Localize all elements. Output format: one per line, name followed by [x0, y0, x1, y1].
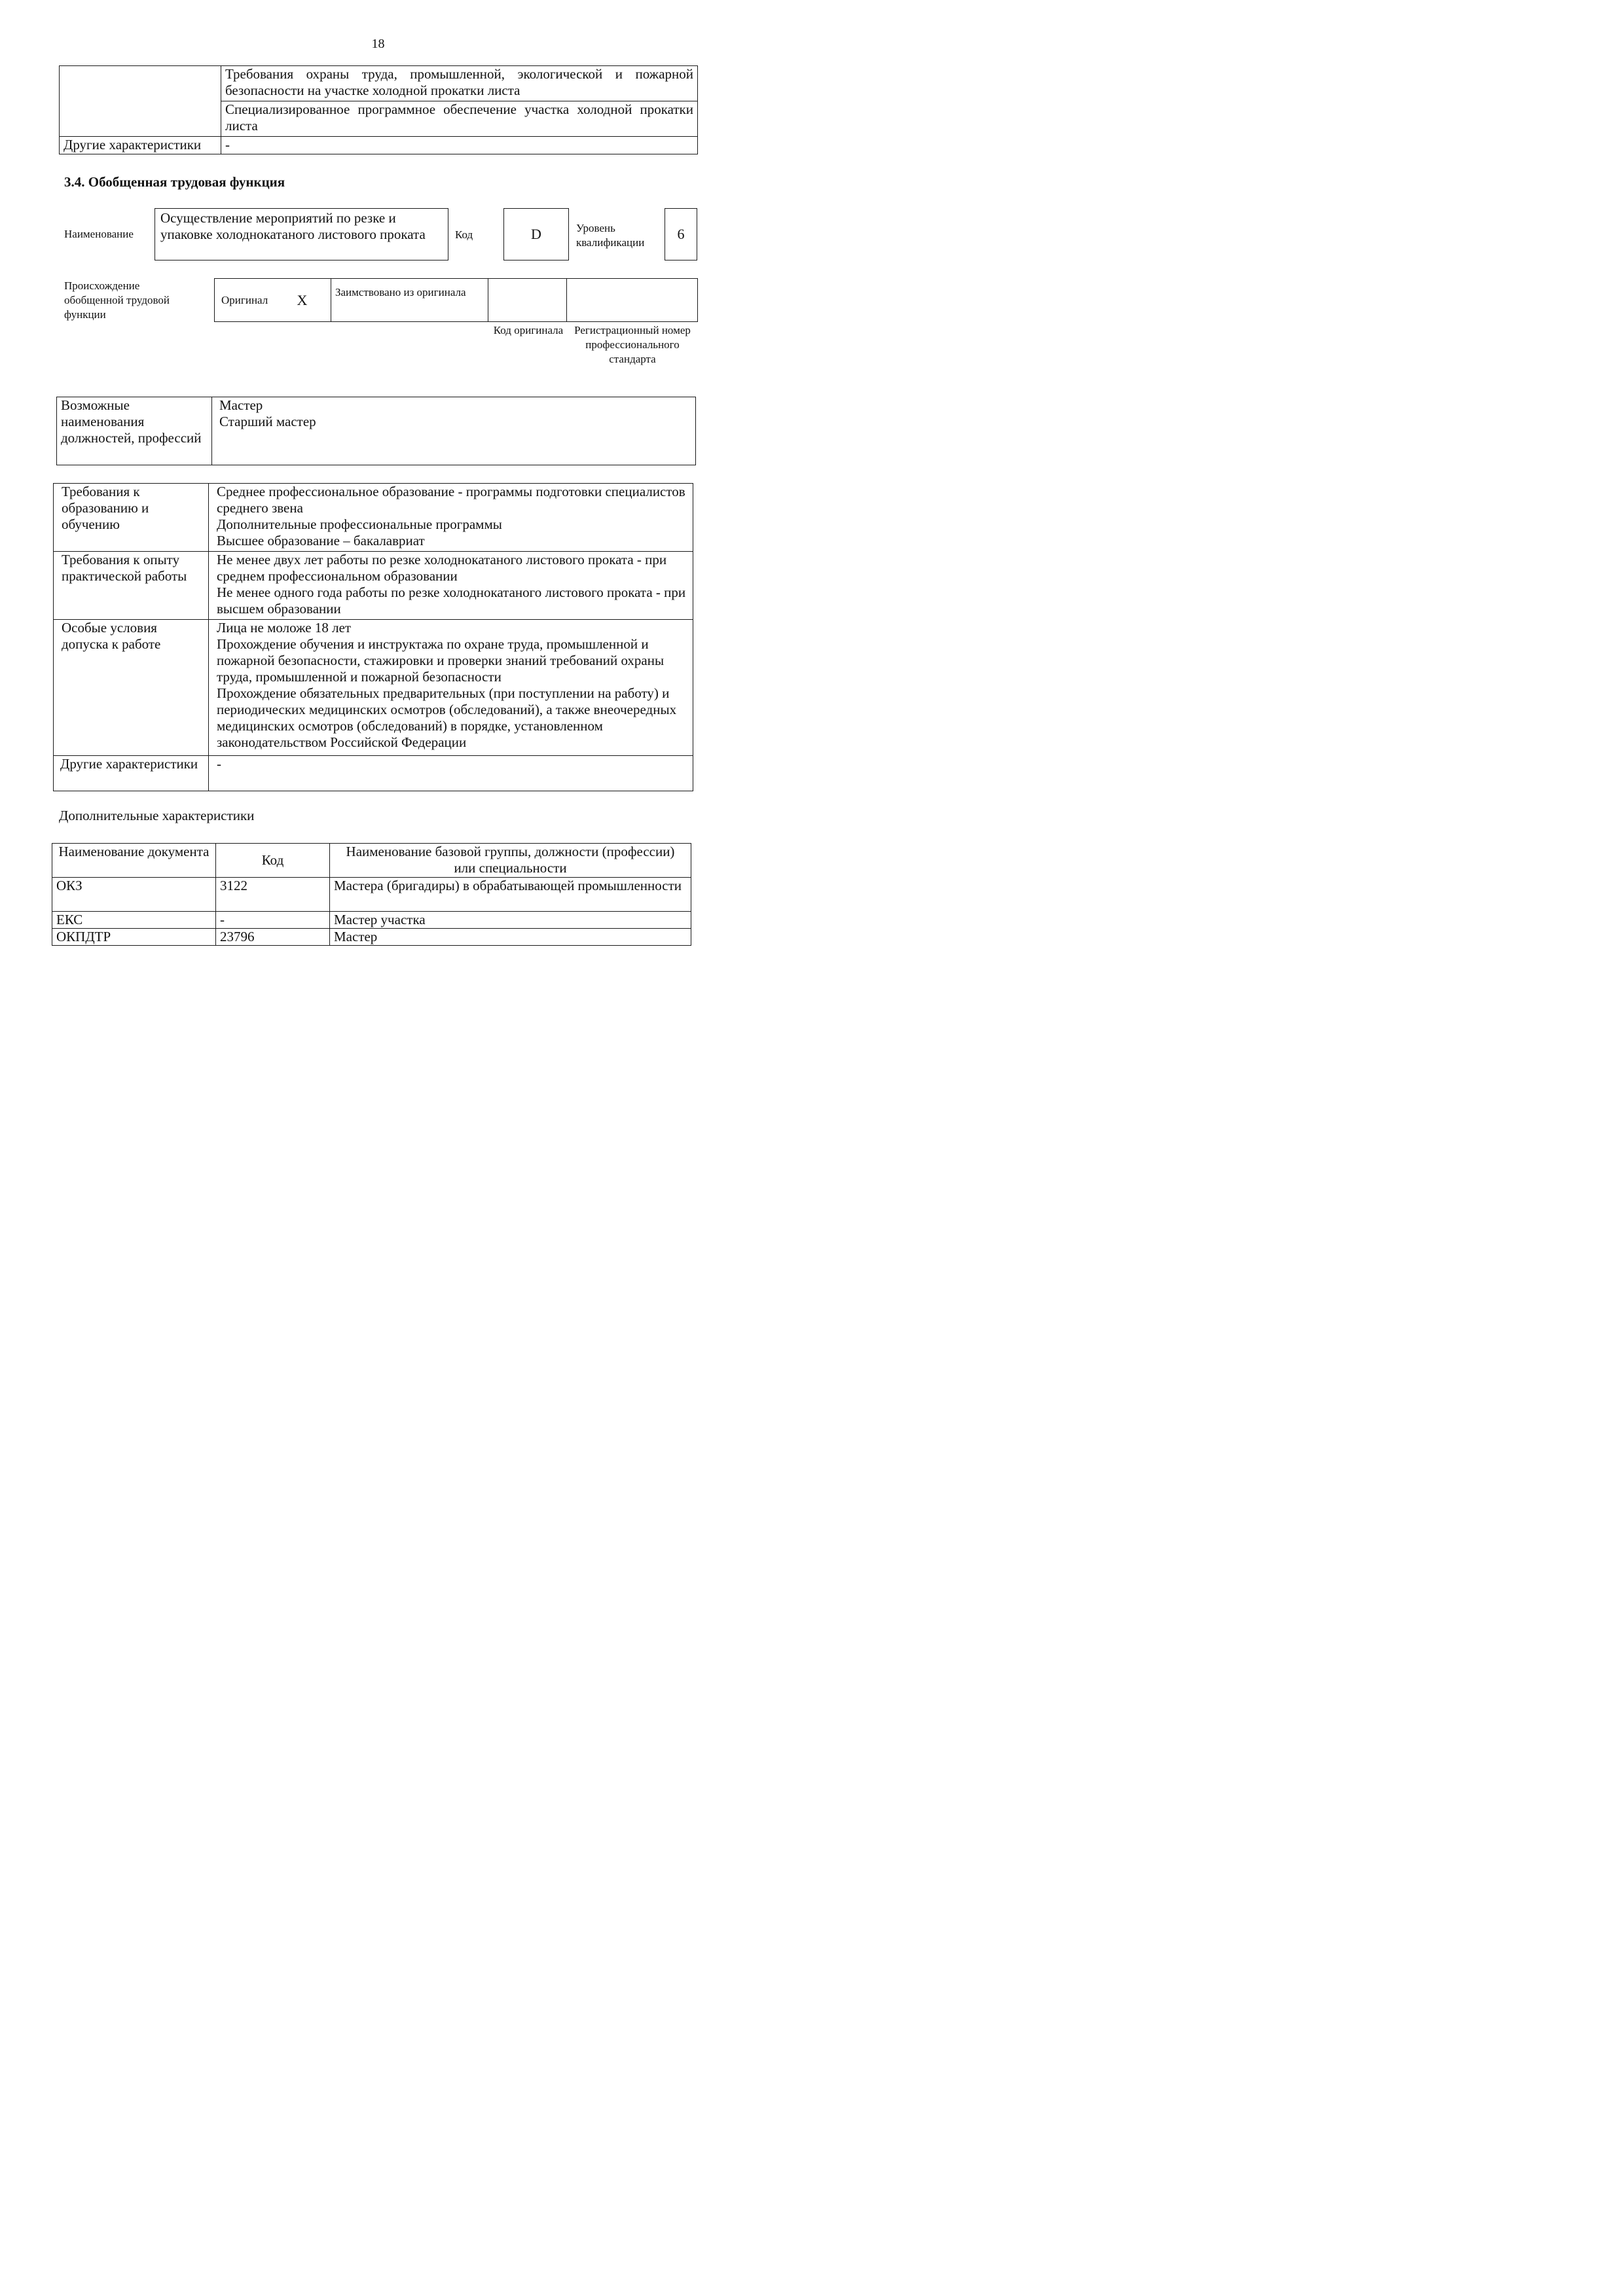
top-continuation-table: [59, 65, 698, 154]
row-doc: ОКЗ: [52, 878, 216, 912]
gtf-code-label: Код: [455, 228, 473, 241]
education-label: Требования к образованию и обучению: [54, 484, 209, 552]
other-req-value: -: [209, 756, 693, 791]
row-group: Мастер: [330, 929, 691, 946]
positions-label: Возможные наименования должностей, профессий: [57, 397, 212, 465]
gtf-level-box: 6: [665, 208, 697, 260]
other-characteristics-value: -: [221, 137, 698, 154]
admission-label: Особые условия допуска к работе: [54, 620, 209, 756]
experience-label: Требования к опыту практической работы: [54, 552, 209, 620]
position-item: Старший мастер: [219, 414, 316, 429]
additional-title: Дополнительные характеристики: [59, 808, 255, 823]
admission-line: Прохождение обучения и инструктажа по охране труда, промышленной и пожарной безопасности, стажировки и проверки знаний требований охраны труда, промышленной и пожарной безопасности: [217, 636, 665, 685]
top-table-empty-cell: [60, 66, 221, 137]
section-title: 3.4. Обобщенная трудовая функция: [64, 174, 285, 190]
code-original-cell: [488, 279, 567, 322]
education-line: Высшее образование – бакалавриат: [217, 533, 425, 548]
header-code: Код: [216, 844, 330, 878]
row-code: 3122: [216, 878, 330, 912]
borrowed-label: Заимствовано из оригинала: [331, 279, 488, 322]
page-number: 18: [371, 37, 385, 51]
row-doc: ЕКС: [52, 912, 216, 929]
other-req-label: Другие характеристики: [54, 756, 209, 791]
header-document: Наименование документа: [52, 844, 216, 878]
positions-table: [56, 397, 696, 465]
experience-line: Не менее одного года работы по резке холоднокатаного листового проката - при высшем образовании: [217, 584, 686, 617]
gtf-name-label: Наименование: [64, 228, 134, 240]
additional-table: [52, 843, 691, 946]
row-code: -: [216, 912, 330, 929]
gtf-name-box: Осуществление мероприятий по резке и упаковке холоднокатаного листового проката: [155, 208, 448, 260]
experience-line: Не менее двух лет работы по резке холоднокатаного листового проката - при среднем профессиональном образовании: [217, 552, 667, 584]
row-group: Мастер участка: [330, 912, 691, 929]
original-label: Оригинал: [215, 279, 293, 322]
education-line: Дополнительные профессиональные программы: [217, 516, 502, 532]
header-group: Наименование базовой группы, должности (профессии) или специальности: [330, 844, 691, 878]
code-original-caption: Код оригинала: [493, 324, 564, 336]
education-line: Среднее профессиональное образование - программы подготовки специалистов среднего звена: [217, 484, 685, 516]
row-code: 23796: [216, 929, 330, 946]
original-mark: X: [293, 279, 331, 322]
gtf-level-label: Уровень квалификации: [576, 222, 645, 249]
requirements-table: [53, 483, 693, 791]
document-page: [0, 0, 720, 1021]
admission-line: Прохождение обязательных предварительных (при поступлении на работу) и периодических медицинских осмотров (обследований), а также внеочередных медицинских осмотров (обследований) в порядке, установленном законодательством Российской Федерации: [217, 685, 677, 750]
reg-number-cell: [567, 279, 698, 322]
top-table-row-2: Специализированное программное обеспечение участка холодной прокатки листа: [221, 101, 698, 137]
row-group: Мастера (бригадиры) в обрабатывающей промышленности: [330, 878, 691, 912]
admission-line: Лица не моложе 18 лет: [217, 620, 352, 636]
row-doc: ОКПДТР: [52, 929, 216, 946]
gtf-code-box: D: [503, 208, 569, 260]
other-characteristics-label: Другие характеристики: [60, 137, 221, 154]
origin-table: [214, 278, 698, 322]
origin-label: Происхождение обобщенной трудовой функции: [64, 279, 170, 321]
position-item: Мастер: [219, 397, 263, 413]
reg-number-caption: Регистрационный номер профессионального стандарта: [574, 324, 691, 365]
top-table-row-1: Требования охраны труда, промышленной, экологической и пожарной безопасности на участке холодной прокатки листа: [221, 66, 698, 101]
